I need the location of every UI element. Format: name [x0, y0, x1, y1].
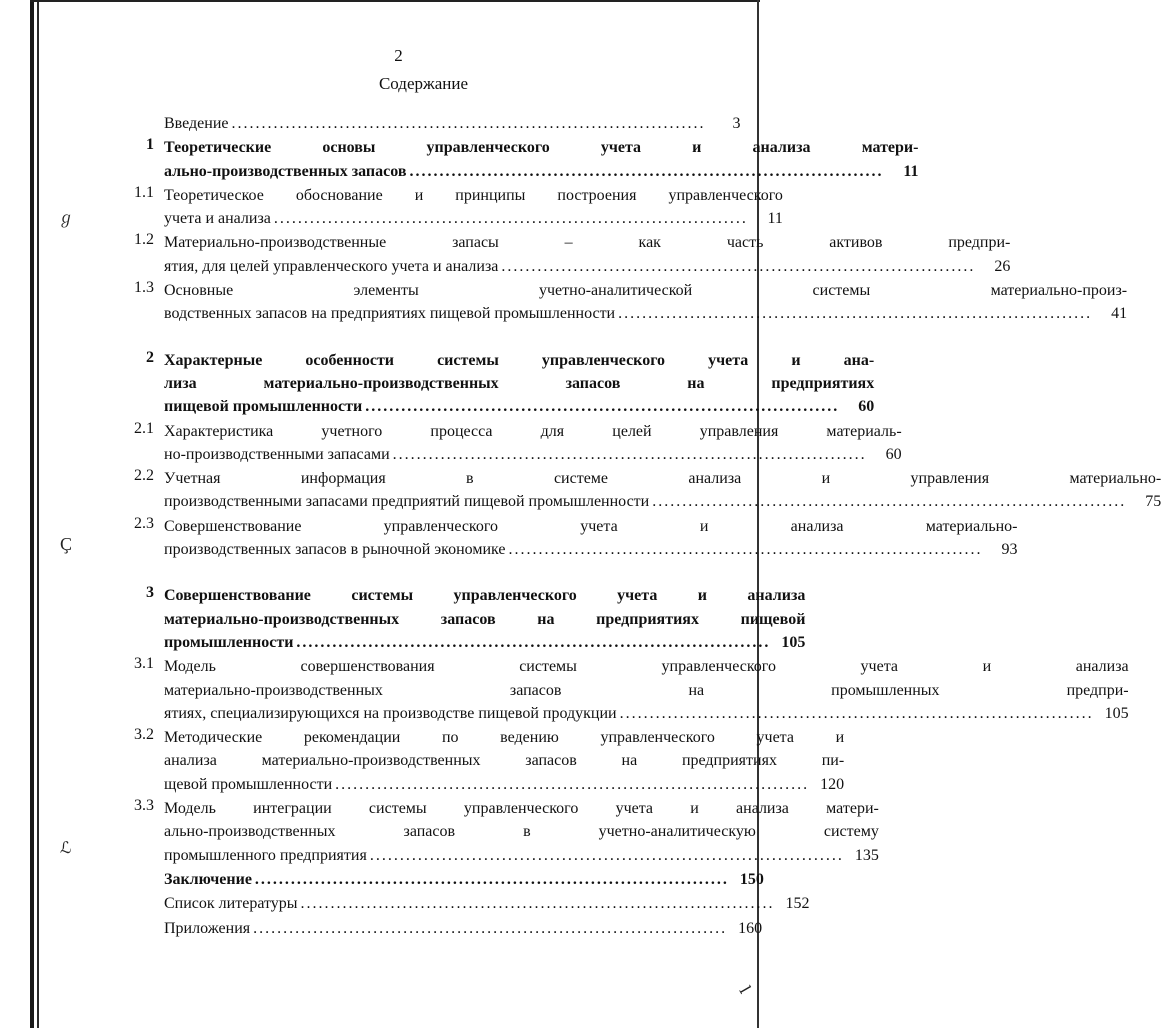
toc-entry[interactable]: [110, 726, 845, 796]
toc-entry-title: Заключение: [164, 870, 252, 888]
toc-entry[interactable]: [110, 584, 806, 654]
toc-entry-title: ятия, для целей управленческого учета и анализа: [164, 257, 499, 275]
scan-left-edge-inner: [37, 0, 39, 1028]
toc-entry-title: материально-производственных запасов на промышленных предпри-: [164, 681, 1129, 699]
dot-leader: [274, 207, 745, 230]
toc-entry-line: [164, 820, 879, 843]
toc-entry-body: [164, 112, 741, 135]
toc-entry-line: [164, 112, 741, 135]
toc-entry-page: 60: [858, 398, 875, 416]
toc-entry-body: [164, 892, 810, 915]
toc-entry-line: [164, 372, 874, 395]
toc-entry-line: [164, 349, 874, 372]
section-gap: [110, 327, 730, 349]
toc-entry-line: [164, 467, 1161, 490]
toc-entry-page: 105: [781, 633, 806, 651]
toc-entry-page: 11: [767, 210, 783, 228]
dot-leader: [620, 702, 1091, 725]
toc-entry[interactable]: [110, 917, 763, 940]
toc-entry[interactable]: [110, 467, 1161, 514]
toc-entry[interactable]: [110, 797, 879, 867]
toc-entry-title: но-производственными запасами: [164, 445, 390, 463]
toc-entry-body: [164, 515, 1018, 562]
toc-entry-line: [164, 302, 1127, 325]
toc-entry-number: 3.3: [134, 797, 154, 815]
toc-entry-number: 3.2: [134, 726, 154, 744]
toc-entry-body: [164, 467, 1161, 514]
toc-entry-number: 1: [146, 136, 154, 154]
toc-entry[interactable]: [110, 231, 1011, 278]
toc-entry-line: [164, 773, 844, 796]
toc-entry-title: щевой промышленности: [164, 775, 333, 793]
toc-entry-page: 60: [885, 445, 902, 463]
toc-entry-title: промышленности: [164, 633, 294, 651]
toc-entry-line: [164, 844, 879, 867]
toc-entry-line: [164, 631, 805, 654]
toc-entry-page: 150: [739, 870, 764, 888]
dot-leader: [618, 302, 1089, 325]
table-of-contents: [110, 112, 1161, 941]
margin-mark: ⅼ: [735, 983, 753, 997]
margin-mark: ℊ: [58, 210, 75, 227]
toc-entry[interactable]: [110, 136, 919, 183]
toc-entry-line: [164, 749, 844, 772]
toc-entry-title: учета и анализа: [164, 210, 271, 228]
toc-entry-title: Характерные особенности системы управленческого учета и ана-: [164, 351, 875, 369]
toc-entry-body: [164, 420, 902, 467]
toc-entry-page: 93: [1001, 541, 1018, 559]
toc-entry-page: 26: [994, 257, 1011, 275]
toc-entry-line: [164, 726, 844, 749]
toc-entry-title: Учетная информация в системе анализа и управления материально-: [164, 470, 1161, 488]
toc-entry-title: промышленного предприятия: [164, 846, 367, 864]
toc-entry-body: [164, 136, 918, 183]
toc-entry-line: [164, 515, 1018, 538]
toc-entry-title: производственными запасами предприятий пищевой промышленности: [164, 493, 650, 511]
toc-entry[interactable]: [110, 892, 810, 915]
toc-entry-title: Теоретические основы управленческого учета и анализа матери-: [164, 139, 919, 157]
toc-entry-title: Основные элементы учетно-аналитической системы материально-произ-: [164, 282, 1128, 300]
toc-entry-title: ально-производственных запасов в учетно-аналитическую систему: [164, 823, 879, 841]
section-gap: [110, 562, 730, 584]
toc-entry[interactable]: [110, 514, 1018, 562]
toc-entry-number: 1.2: [134, 231, 154, 249]
toc-entry-body: [164, 868, 764, 891]
toc-entry-line: [164, 702, 1129, 725]
toc-entry-title: Модель интеграции системы управленческого учета и анализа матери-: [164, 800, 879, 818]
toc-entry-title: производственных запасов в рыночной экономике: [164, 541, 506, 559]
toc-entry-line: [164, 136, 918, 159]
toc-entry[interactable]: [110, 279, 1128, 326]
toc-entry[interactable]: [110, 112, 741, 135]
scan-top-edge: [30, 0, 760, 2]
dot-leader: [232, 112, 703, 135]
margin-mark: ℒ: [60, 840, 72, 857]
toc-entry-body: [164, 231, 1010, 278]
dot-leader: [335, 773, 806, 796]
toc-entry-body: [164, 726, 844, 796]
toc-entry-body: [164, 349, 874, 419]
toc-entry-number: 1.1: [134, 183, 154, 201]
toc-entry-page: 135: [854, 846, 879, 864]
toc-entry-title: ятиях, специализирующихся на производстве пищевой продукции: [164, 704, 617, 722]
toc-entry-page: 41: [1111, 305, 1128, 323]
toc-entry-number: 2.2: [134, 467, 154, 485]
toc-entry-title: водственных запасов на предприятиях пищевой промышленности: [164, 305, 616, 323]
toc-entry-page: 75: [1145, 493, 1161, 511]
toc-entry-title: Модель совершенствования системы управленческого учета и анализа: [164, 658, 1129, 676]
toc-entry-page: 3: [732, 115, 741, 132]
toc-entry-page: 160: [738, 919, 763, 937]
page-number: 2: [394, 46, 403, 65]
toc-entry-line: [164, 184, 783, 207]
toc-entry-line: [164, 420, 902, 443]
dot-leader: [296, 631, 767, 654]
toc-entry-body: [164, 917, 762, 940]
toc-entry-title: Теоретическое обоснование и принципы построения управленческого: [164, 186, 783, 204]
toc-title: Содержание: [378, 74, 469, 93]
toc-entry-line: [164, 490, 1161, 513]
dot-leader: [365, 395, 836, 418]
toc-entry-body: [164, 279, 1127, 326]
toc-entry-title: анализа материально-производственных запасов на предприятиях пи-: [164, 752, 845, 770]
toc-entry-number: 2.3: [134, 514, 154, 532]
scan-left-edge: [30, 0, 34, 1028]
toc-entry-title: Методические рекомендации по ведению управленческого учета и: [164, 729, 845, 747]
toc-entry-line: [164, 797, 879, 820]
toc-entry-title: Приложения: [164, 919, 251, 937]
toc-entry-title: лиза материально-производственных запасов на предприятиях: [164, 374, 875, 392]
toc-entry-number: 1.3: [134, 279, 154, 297]
toc-entry-title: материально-производственных запасов на предприятиях пищевой: [164, 610, 806, 628]
toc-entry-title: Введение: [164, 115, 229, 132]
dot-leader: [255, 868, 726, 891]
toc-entry-title: Список литературы: [164, 895, 298, 913]
dot-leader: [253, 917, 724, 940]
toc-entry-page: 120: [820, 775, 845, 793]
toc-entry-line: [164, 255, 1010, 278]
toc-entry-page: 11: [903, 162, 919, 180]
toc-entry-title: пищевой промышленности: [164, 398, 363, 416]
toc-entry-line: [164, 443, 902, 466]
toc-entry-number: 2.1: [134, 419, 154, 437]
toc-entry-title: Характеристика учетного процесса для целей управления материаль-: [164, 422, 902, 440]
toc-entry-line: [164, 608, 805, 631]
toc-entry-line: [164, 892, 810, 915]
dot-leader: [393, 443, 864, 466]
toc-entry-line: [164, 207, 783, 230]
toc-entry[interactable]: [110, 655, 1129, 725]
toc-entry-body: [164, 184, 783, 231]
dot-leader: [301, 892, 772, 915]
toc-entry-line: [164, 917, 762, 940]
toc-entry-line: [164, 584, 805, 607]
margin-mark: Ҫ: [60, 534, 73, 554]
toc-entry-page: 105: [1104, 704, 1129, 722]
dot-leader: [409, 160, 880, 183]
toc-entry-page: 152: [785, 895, 810, 913]
toc-entry-line: [164, 279, 1127, 302]
toc-entry-line: [164, 160, 918, 183]
toc-entry-title: Материально-производственные запасы – как часть активов предпри-: [164, 234, 1011, 252]
toc-entry-body: [164, 655, 1129, 725]
toc-entry-title: Совершенствование системы управленческого учета и анализа: [164, 587, 806, 605]
toc-entry-body: [164, 584, 805, 654]
dot-leader: [370, 844, 841, 867]
toc-entry-number: 2: [146, 348, 154, 366]
toc-entry-title: Совершенствование управленческого учета и анализа материально-: [164, 517, 1018, 535]
toc-entry-line: [164, 655, 1129, 678]
toc-entry-line: [164, 868, 764, 891]
toc-entry[interactable]: [110, 868, 764, 891]
toc-entry-number: 3.1: [134, 655, 154, 673]
toc-entry-number: 3: [146, 584, 154, 602]
toc-entry-line: [164, 231, 1010, 254]
dot-leader: [509, 538, 980, 561]
toc-entry-body: [164, 797, 879, 867]
toc-entry[interactable]: [110, 419, 902, 467]
toc-entry-line: [164, 679, 1129, 702]
dot-leader: [652, 490, 1123, 513]
dot-leader: [501, 255, 972, 278]
toc-entry-line: [164, 395, 874, 418]
toc-entry[interactable]: [110, 183, 783, 231]
toc-entry-title: ально-производственных запасов: [164, 162, 407, 180]
toc-entry-line: [164, 538, 1018, 561]
toc-entry[interactable]: [110, 348, 875, 419]
